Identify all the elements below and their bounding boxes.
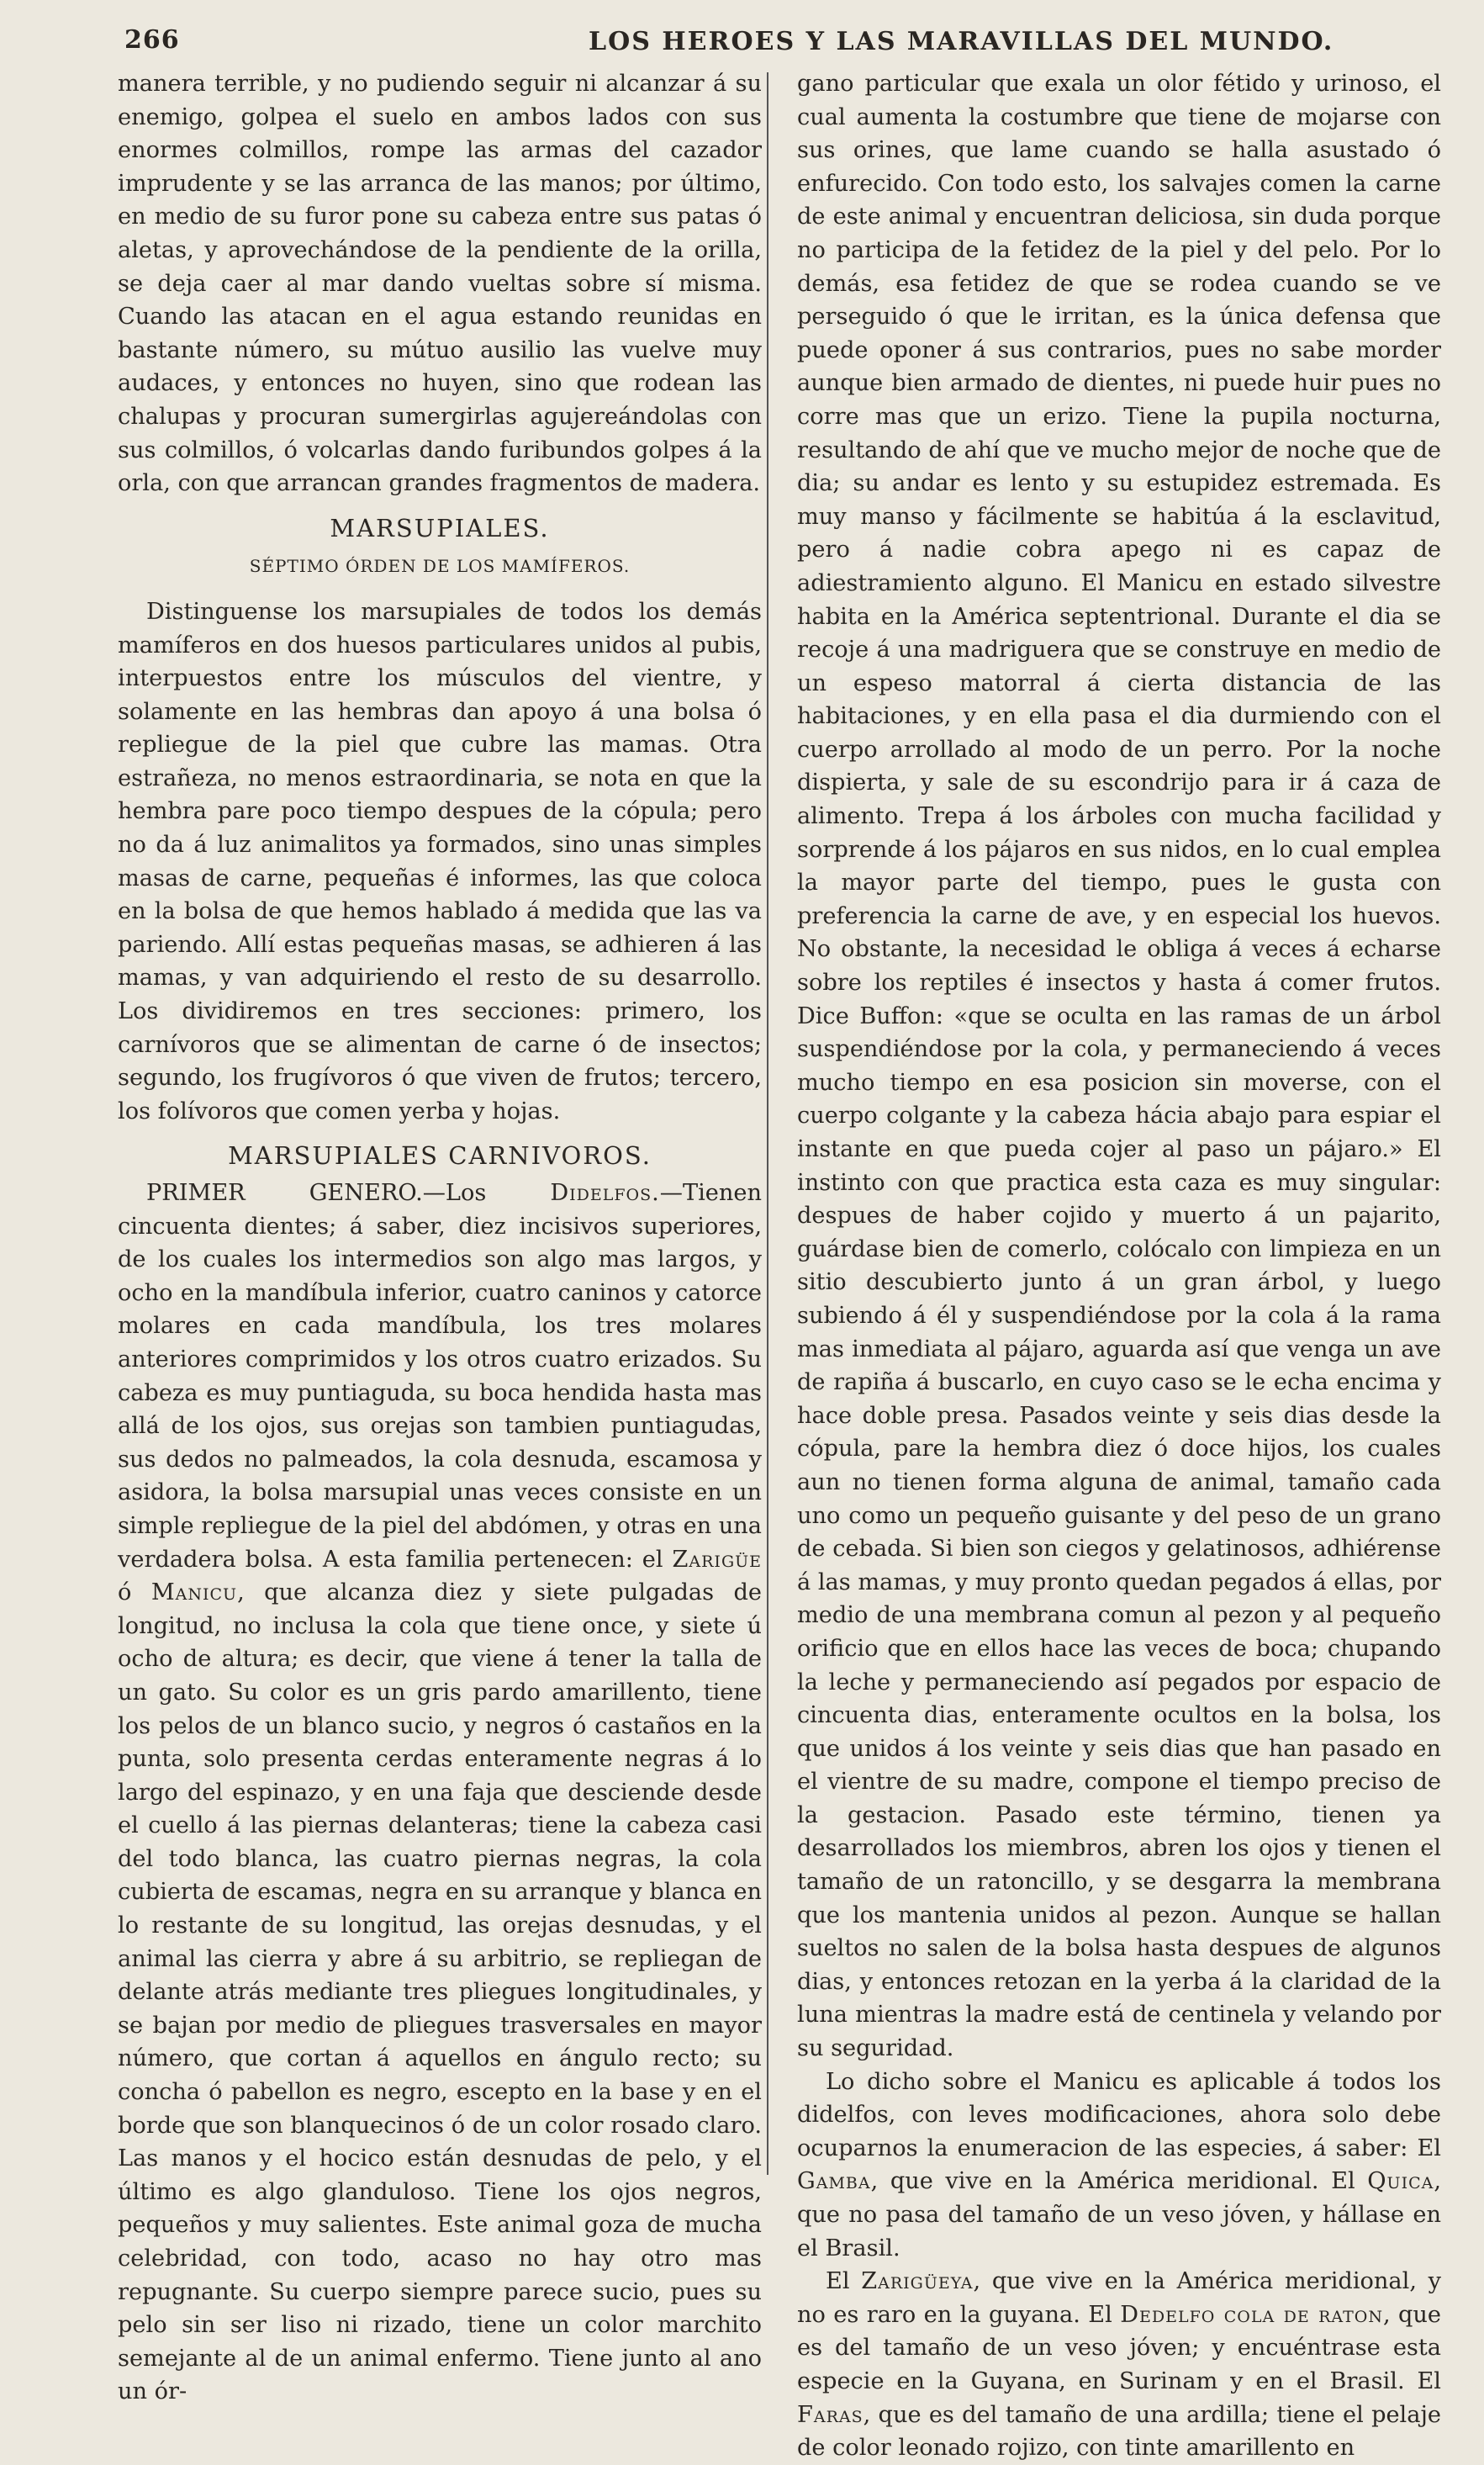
page-number: 266 bbox=[124, 25, 180, 55]
text-run: —Los bbox=[422, 1180, 551, 1206]
species-name: Zarigüe bbox=[672, 1546, 762, 1573]
section-heading-marsupiales: MARSUPIALES. bbox=[330, 513, 550, 542]
running-title: LOS HEROES Y LAS MARAVILLAS DEL MUNDO. bbox=[589, 27, 1334, 56]
paragraph-didelfos bbox=[118, 1177, 762, 2409]
text-run: , que vive en la América meridional. El bbox=[870, 2168, 1368, 2195]
paragraph-manicu-description: gano particular que exala un olor fétido y urinoso, el cual aumenta la costumbre que tiene de mojarse con sus orines, que lame cuando se halla asustado ó enfurecido. Con todo esto, los salvajes comen la carne de este animal y encuentran deliciosa, sin duda porque no participa de la fetidez de la piel y del pelo. Por lo demás, esa fetidez de que se rodea cuando se ve perseguido ó que le irritan, es la única defensa que puede oponer á sus contrarios, pues no sabe morder aunque bien armado de dientes, ni puede huir pues no corre mas que un erizo. Tiene la pupila nocturna, resultando de ahí que ve mucho mejor de noche que de dia; su andar es lento y su estupidez estremada. Es muy manso y fácilmente se habitúa á la esclavitud, pero á nadie cobra apego ni es capaz de adiestramiento alguno. El Manicu en estado silvestre habita en la América septentrional. Durante el dia se recoje á una madriguera que se construye en medio de un espeso matorral á cierta distancia de las habitaciones, y en ella pasa el dia durmiendo con el cuerpo arrollado al modo de un perro. Por la noche dispierta, y sale de su escondrijo para ir á caza de alimento. Trepa á los árboles con mucha facilidad y sorprende á los pájaros en sus nidos, en lo cual emplea la mayor parte del tiempo, pues le gusta con preferencia la carne de ave, y en especial los huevos. No obstante, la necesidad le obliga á veces á echarse sobre los reptiles é insectos y hasta á comer frutos. Dice Buffon: «que se oculta en las ramas de un árbol suspendiéndose por la cola, y permaneciendo á veces mucho tiempo en esa posicion sin moverse, con el cuerpo colgante y la cabeza hácia abajo para espiar el instante en que pueda cojer al paso un pájaro.» El instinto con que practica esta caza es muy singular: despues de haber cojido y muerto á un pajarito, guárdase bien de comerlo, colócalo con limpieza en un sitio descubierto junto á un gran árbol, y luego subiendo á él y suspendiéndose por la cola á la rama mas inmediata al pájaro, aguarda así que venga un ave de rapiña á buscarlo, en cuyo caso se le echa encima y hace doble presa. Pasados veinte y seis dias desde la cópula, pare la hembra diez ó doce hijos, los cuales aun no tienen forma alguna de animal, tamaño cada uno como un pequeño guisante y del peso de un grano de cebada. Si bien son ciegos y gelatinosos, adhiérense á las mamas, y muy pronto quedan pegados á ellas, por medio de una membrana comun al pezon y al pequeño orificio que en ellos hace las veces de boca; chupando la leche y permaneciendo así pegados por espacio de cincuenta dias, enteramente ocultos en la bolsa, los que unidos á los veinte y seis dias que han pasado en el vientre de su madre, compone el tiempo preciso de la gestacion. Pasado este término, tienen ya desarrollados los miembros, abren los ojos y tienen el tamaño de un ratoncillo, y se desgarra la membrana que los mantenia unidos al pezon. Aunque se hallan sueltos no salen de la bolsa hasta despues de algunos dias, y entonces retozan en la yerba á la claridad de la luna mientras la madre está de centinela y velando por su seguridad. bbox=[797, 71, 1441, 2062]
text-run: , que alcanza diez y siete pulgadas de longitud, no inclusa la cola que tiene once, y siete ú ocho de altura; es decir, que viene á tener la talla de un gato. Su color es un gris pardo amarillento, tiene los pelos de un blanco sucio, y negros ó castaños en la punta, solo presenta cerdas enteramente negras á lo largo del espinazo, y en una faja que desciende desde el cuello á las piernas delanteras; tiene la cabeza casi del todo blanca, las cuatro piernas negras, la cola cubierta de escamas, negra en su arranque y blanca en lo restante de su longitud, las orejas desnudas, y el animal las cierra y abre á su arbitrio, se repliegan de delante atrás mediante tres pliegues longitudinales, y se bajan por medio de pliegues trasversales en mayor número, que cortan á aquellos en ángulo recto; su concha ó pabellon es negro, escepto en la base y en el borde que son blanquecinos ó de un color rosado claro. Las manos y el hocico están desnudas de pelo, y el último es algo glanduloso. Tiene los ojos negros, pequeños y muy salientes. Este animal goza de mucha celebridad, con todo, acaso no hay otro mas repugnante. Su cuerpo siempre parece sucio, pues su pelo sin ser liso ni rizado, tiene un color marchito semejante al de un animal enfermo. Tiene junto al ano un ór- bbox=[118, 1579, 762, 2405]
species-name: Gamba bbox=[797, 2168, 871, 2195]
section-subheading-order: SÉPTIMO ÓRDEN DE LOS MAMÍFEROS. bbox=[249, 556, 631, 577]
text-run: , que es del tamaño de una ardilla; tiene el pelaje de color leonado rojizo, con tinte amarillento en bbox=[797, 2401, 1441, 2462]
text-run: El bbox=[826, 2268, 862, 2295]
text-run: ó bbox=[118, 1579, 151, 1606]
species-name: Dedelfo cola de raton bbox=[1120, 2301, 1383, 2328]
text-run: Lo dicho sobre el Manicu es aplicable á todos los didelfos, con leves modificaciones, ahora solo debe ocuparnos la enumeracion de las especies, á saber: El bbox=[797, 2068, 1441, 2161]
genus-lead: PRIMER GENERO. bbox=[146, 1180, 423, 1206]
text-run: , que no pasa del tamaño de un veso jóven, y hállase en el Brasil. bbox=[797, 2168, 1441, 2261]
species-name: Quica bbox=[1367, 2168, 1434, 2195]
species-name: Manicu bbox=[151, 1579, 238, 1606]
text-columns bbox=[118, 67, 1450, 2465]
species-name: Zarigüeya bbox=[861, 2268, 974, 2295]
species-name: Faras bbox=[797, 2401, 863, 2428]
paragraph-walrus-end: manera terrible, y no pudiendo seguir ni alcanzar á su enemigo, golpea el suelo en ambos lados con sus enormes colmillos, rompe las armas del cazador imprudente y se las arranca de las manos; por último, en medio de su furor pone su cabeza entre sus patas ó aletas, y aprovechándose de la pendiente de la orilla, se deja caer al mar dando vueltas sobre sí misma. Cuando las atacan en el agua estando reunidas en bastante número, su mútuo ausilio las vuelve muy audaces, y entonces no huyen, sino que rodean las chalupas y procuran sumergirlas agujereándolas con sus colmillos, ó volcarlas dando furibundos golpes á la orla, con que arrancan grandes fragmentos de madera. bbox=[118, 71, 762, 497]
paragraph-marsupiales-intro: Distinguense los marsupiales de todos los demás mamíferos en dos huesos particulares unidos al pubis, interpuestos entre los músculos del vientre, y solamente en las hembras dan apoyo á una bolsa ó repliegue de la piel que cubre las mamas. Otra estrañeza, no menos estraordinaria, se nota en que la hembra pare poco tiempo despues de la cópula; pero no da á luz animalitos ya formados, sino unas simples masas de carne, pequeñas é informes, las que coloca en la bolsa de que hemos hablado á medida que las va pariendo. Allí estas pequeñas masas, se adhieren á las mamas, y van adquiriendo el resto de su desarrollo. Los dividiremos en tres secciones: primero, los carnívoros que se alimentan de carne ó de insectos; segundo, los frugívoros ó que viven de frutos; tercero, los folívoros que comen yerba y hojas. bbox=[118, 598, 762, 1124]
left-column bbox=[118, 67, 762, 2465]
text-run: , que vive en la América meridional, y no es raro en la guyana. El bbox=[797, 2268, 1441, 2328]
column-divider bbox=[767, 72, 768, 2175]
text-run: , que es del tamaño de un veso jóven; y encuéntrase esta especie en la Guyana, en Surinam y en el Brasil. El bbox=[797, 2301, 1441, 2394]
section-heading-carnivoros: MARSUPIALES CARNIVOROS. bbox=[228, 1141, 652, 1171]
genus-name: Didelfos. bbox=[550, 1180, 660, 1206]
text-run: —Tienen cincuenta dientes; á saber, diez incisivos superiores, de los cuales los intermedios son algo mas largos, y ocho en la mandíbula inferior, cuatro caninos y catorce molares en cada mandíbula, los tres molares anteriores comprimidos y los otros cuatro erizados. Su cabeza es muy puntiaguda, su boca hendida hasta mas allá de los ojos, sus orejas son tambien puntiagudas, sus dedos no palmeados, la cola desnuda, escamosa y asidora, la bolsa marsupial unas veces consiste en un simple repliegue de la piel del abdómen, y otras en una verdadera bolsa. A esta familia pertenecen: el bbox=[118, 1180, 762, 1573]
paragraph-species-list-continued bbox=[797, 2265, 1441, 2465]
page-header bbox=[118, 15, 1450, 67]
right-column bbox=[797, 67, 1441, 2465]
paragraph-species-list bbox=[797, 2066, 1441, 2266]
